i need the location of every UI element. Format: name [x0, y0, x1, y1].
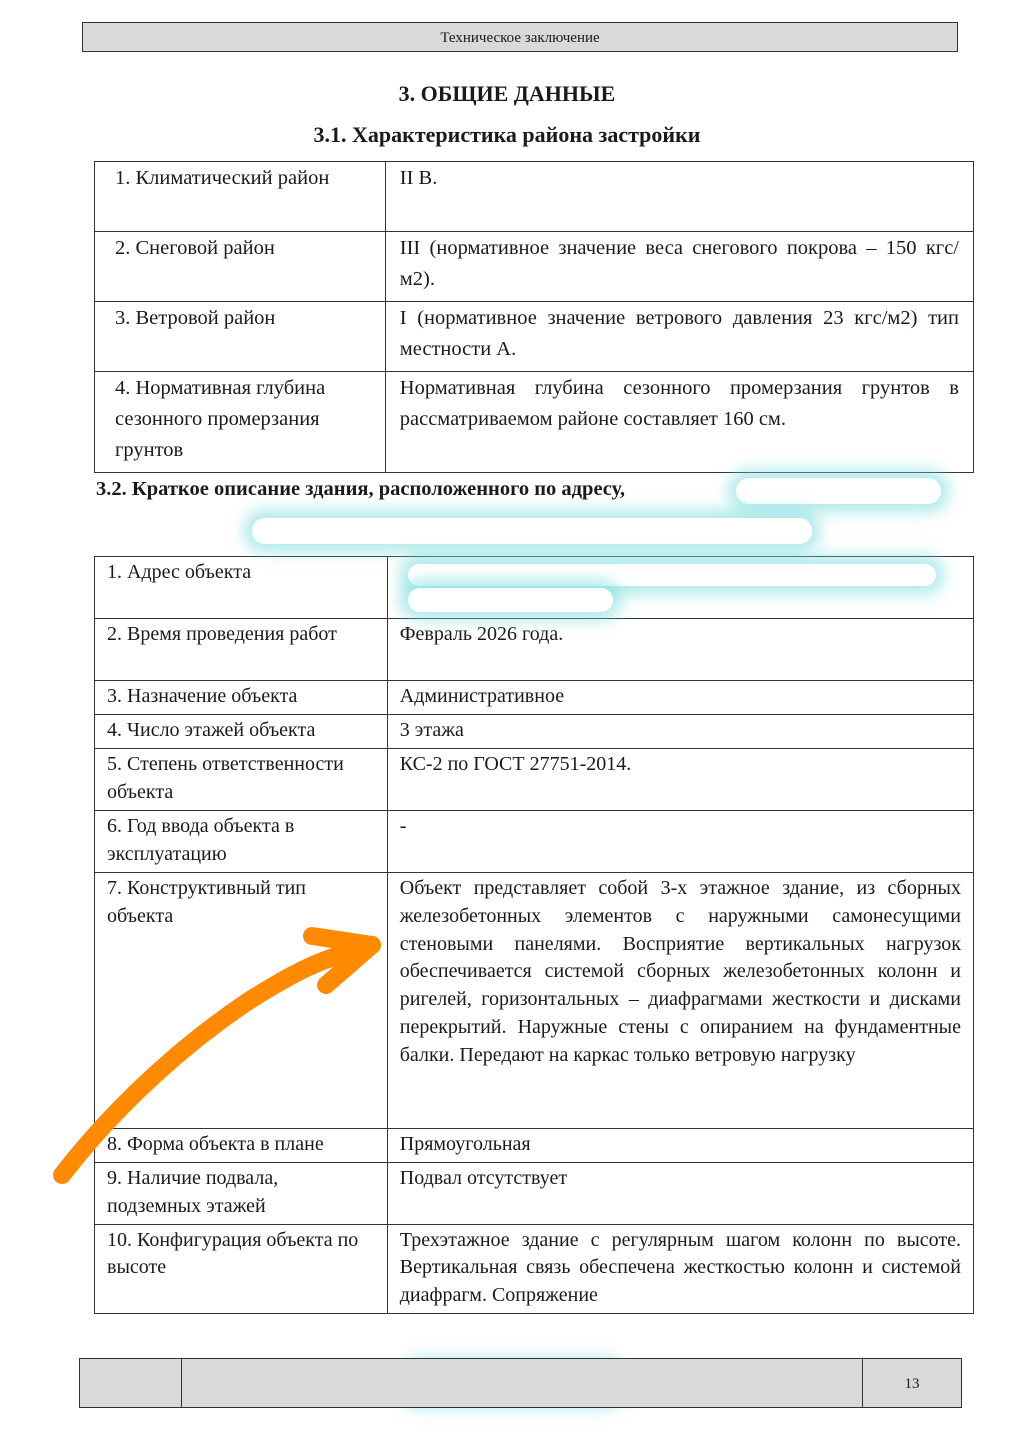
section-title: 3. ОБЩИЕ ДАННЫЕ — [398, 81, 616, 106]
row-label: 1. Адрес объекта — [95, 557, 388, 619]
page-number: 13 — [862, 1359, 961, 1407]
row-value: Трехэтажное здание с регулярным шагом колонн по высоте. Вертикальная связь обеспечена жесткостью колонн и системой диафрагм. Сопряжение — [387, 1224, 973, 1313]
document-footer — [79, 1358, 962, 1408]
row-label: 8. Форма объекта в плане — [95, 1129, 388, 1163]
row-value: 3 этажа — [387, 715, 973, 749]
subsection-title-2: 3.2. Краткое описание здания, расположенного по адресу, — [96, 478, 625, 500]
row-label: 6. Год ввода объекта в эксплуатацию — [95, 811, 388, 873]
row-label: 5. Степень ответственности объекта — [95, 749, 388, 811]
row-value: Февраль 2026 года. — [387, 619, 973, 681]
row-label: 3. Назначение объекта — [95, 681, 388, 715]
row-label: 2. Время проведения работ — [95, 619, 388, 681]
row-value: Объект представляет собой 3-х этажное здание, из сборных железобетонных элементов с наружными самонесущими стеновыми панелями. Восприятие вертикальных нагрузок обеспечивается системой сборных железобетонных колонн и ригелей, горизонтальных – диафрагмами жесткости и дисками перекрытий. Наружные стены с опиранием на фундаментные балки. Передают на каркас только ветровую нагрузку — [387, 873, 973, 1129]
row-label: 7. Конструктивный тип объекта — [95, 873, 388, 1129]
row-label: 9. Наличие подвала, подземных этажей — [95, 1163, 388, 1225]
row-value: КС-2 по ГОСТ 27751-2014. — [387, 749, 973, 811]
row-value: Прямоугольная — [387, 1129, 973, 1163]
row-label: 3. Ветровой район — [95, 302, 386, 372]
subsection-title-1: 3.1. Характеристика района застройки — [313, 122, 701, 147]
row-label: 1. Климатический район — [95, 162, 386, 232]
row-value: Подвал отсутствует — [387, 1163, 973, 1225]
row-label: 4. Число этажей объекта — [95, 715, 388, 749]
row-label: 4. Нормативная глубина сезонного промерзания грунтов — [95, 372, 386, 473]
row-label: 2. Снеговой район — [95, 232, 386, 302]
row-value: II В. — [385, 162, 973, 232]
row-value: I (нормативное значение ветрового давления 23 кгс/м2) тип местности А. — [385, 302, 973, 372]
row-value: Административное — [387, 681, 973, 715]
footer-cell — [80, 1359, 182, 1407]
row-value: Нормативная глубина сезонного промерзания грунтов в рассматриваемом районе составляет 160 см. — [385, 372, 973, 473]
row-value: - — [387, 811, 973, 873]
row-value: III (нормативное значение веса снегового покрова – 150 кгс/м2). — [385, 232, 973, 302]
row-label: 10. Конфигурация объекта по высоте — [95, 1224, 388, 1313]
document-header: Техническое заключение — [82, 22, 958, 52]
